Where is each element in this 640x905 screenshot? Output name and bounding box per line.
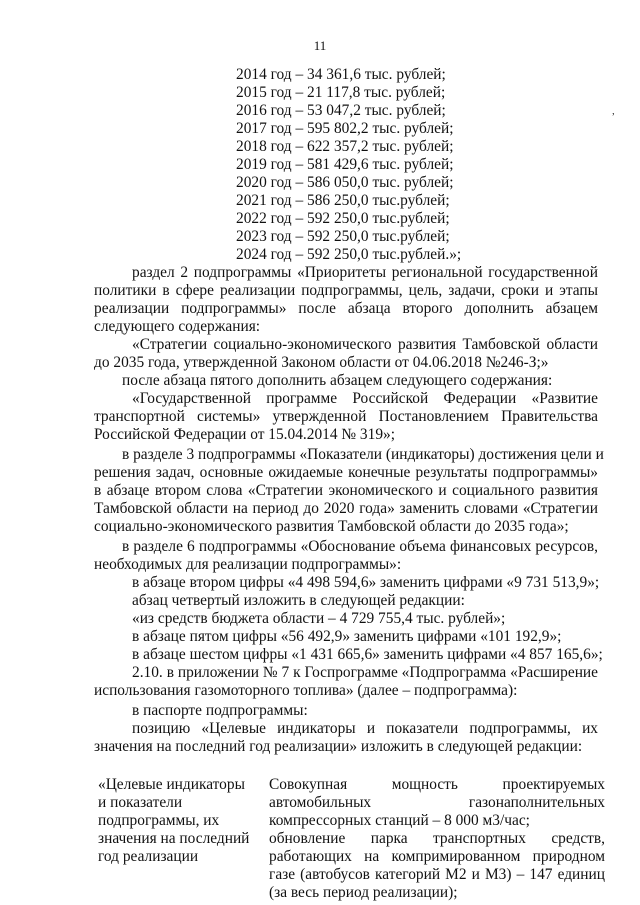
budget-line: 2020 год – 586 050,0 тыс. рублей; <box>236 174 454 191</box>
budget-line: 2016 год – 53 047,2 тыс. рублей; <box>236 102 446 119</box>
table-left-line: подпрограммы, их <box>98 812 220 829</box>
budget-line: 2017 год – 595 802,2 тыс. рублей; <box>236 120 454 137</box>
text-line: «Стратегии социально-экономического развития Тамбовской области <box>132 336 598 353</box>
text-line: Российской Федерации от 15.04.2014 № 319»; <box>94 426 395 443</box>
text-line: в паспорте подпрограммы: <box>132 702 308 719</box>
table-right-line: работающих на компримированном природном <box>269 848 605 865</box>
table-right-line: (за весь период реализации); <box>269 884 458 901</box>
text-line: позицию «Целевые индикаторы и показатели подпрограммы, их <box>132 720 598 737</box>
text-line: абзац четвертый изложить в следующей редакции: <box>132 592 465 609</box>
table-right-line: Совокупная мощность проектируемых <box>269 776 605 793</box>
budget-line: 2022 год – 592 250,0 тыс.рублей; <box>236 210 450 227</box>
table-right-line: газе (автобусов категорий М2 и М3) – 147 единиц <box>269 866 605 883</box>
budget-line: 2024 год – 592 250,0 тыс.рублей.»; <box>236 246 462 263</box>
text-line: «из средств бюджета области – 4 729 755,4 тыс. рублей»; <box>132 610 506 627</box>
budget-line: 2018 год – 622 357,2 тыс. рублей; <box>236 138 454 155</box>
table-left-line: значения на последний <box>98 830 250 847</box>
margin-mark: , <box>612 105 615 117</box>
table-right-line: обновление парка транспортных средств, <box>269 830 605 847</box>
text-line: в разделе 6 подпрограммы «Обоснование объема финансовых ресурсов, <box>122 538 598 555</box>
text-line: использования газомоторного топлива» (далее – подпрограмма): <box>94 682 518 699</box>
text-line: «Государственной программе Российской Федерации «Развитие <box>132 390 598 407</box>
text-line: в абзаце шестом цифры «1 431 665,6» заменить цифрами «4 857 165,6»; <box>132 646 603 663</box>
table-right-line: компрессорных станций – 8 000 м3/час; <box>269 812 530 829</box>
text-line: решения задач, основные ожидаемые конечные результаты подпрограммы» <box>94 464 598 481</box>
table-left-column <box>98 776 258 866</box>
budget-line: 2021 год – 586 250,0 тыс.рублей; <box>236 192 450 209</box>
text-line: Тамбовской области на период до 2020 года» заменить словами «Стратегии <box>94 500 598 517</box>
table-right-column <box>269 776 605 902</box>
text-line: до 2035 года, утвержденной Законом области от 04.06.2018 №246-З;» <box>94 354 549 371</box>
text-line: следующего содержания: <box>94 318 261 335</box>
text-line: в разделе 3 подпрограммы «Показатели (индикаторы) достижения цели и <box>122 446 604 463</box>
table-left-line: и показатели <box>98 794 183 811</box>
table-left-line: год реализации <box>98 848 199 865</box>
text-line: 2.10. в приложении № 7 к Госпрограмме «Подпрограмма «Расширение <box>132 664 598 681</box>
budget-line: 2014 год – 34 361,6 тыс. рублей; <box>236 66 446 83</box>
budget-line: 2019 год – 581 429,6 тыс. рублей; <box>236 156 454 173</box>
page-number: 11 <box>313 38 327 53</box>
text-line: социально-экономического развития Тамбовской области до 2035 года»; <box>94 518 569 535</box>
text-line: транспортной системы» утвержденной Постановлением Правительства <box>94 408 598 425</box>
text-line: реализации подпрограммы» после абзаца второго дополнить абзацем <box>94 300 598 317</box>
text-line: в абзаце пятом цифры «56 492,9» заменить цифрами «101 192,9»; <box>132 628 562 645</box>
text-line: значения на последний год реализации» изложить в следующей редакции: <box>94 738 583 755</box>
table-left-line: «Целевые индикаторы <box>98 776 245 793</box>
text-line: в абзаце втором цифры «4 498 594,6» заменить цифрами «9 731 513,9»; <box>132 574 600 591</box>
table-right-line: автомобильных газонаполнительных <box>269 794 605 811</box>
budget-line: 2015 год – 21 117,8 тыс. рублей; <box>236 84 446 101</box>
budget-line: 2023 год – 592 250,0 тыс.рублей; <box>236 228 450 245</box>
text-line: в абзаце втором слова «Стратегии экономического и социального развития <box>94 482 598 499</box>
text-line: раздел 2 подпрограммы «Приоритеты региональной государственной <box>132 264 598 281</box>
text-line: после абзаца пятого дополнить абзацем следующего содержания: <box>122 372 553 389</box>
text-line: необходимых для реализации подпрограммы»: <box>94 556 402 573</box>
text-line: политики в сфере реализации подпрограммы, цель, задачи, сроки и этапы <box>94 282 598 299</box>
